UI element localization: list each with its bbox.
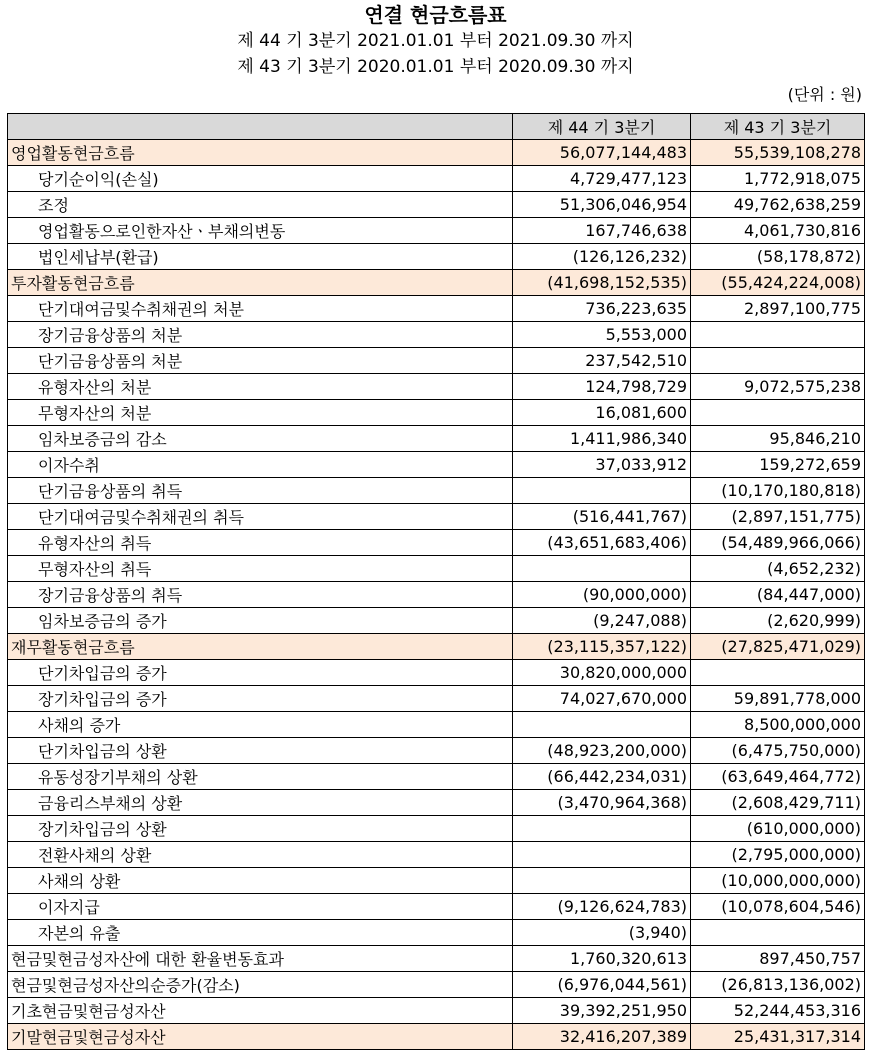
current-period-value: 124,798,729: [513, 374, 691, 400]
current-period-value: 736,223,635: [513, 296, 691, 322]
row-label: 당기순이익(손실): [8, 166, 513, 192]
prior-period-value: 8,500,000,000: [691, 712, 865, 738]
table-row: [8, 634, 865, 660]
current-period-value: 39,392,251,950: [513, 998, 691, 1024]
current-period-value: [513, 816, 691, 842]
prior-period-value: [691, 920, 865, 946]
current-period-value: (41,698,152,535): [513, 270, 691, 296]
row-label: 이자수취: [8, 452, 513, 478]
prior-period-value: (58,178,872): [691, 244, 865, 270]
cash-flow-table: [7, 113, 865, 1050]
prior-period-value: [691, 660, 865, 686]
prior-period-value: (610,000,000): [691, 816, 865, 842]
prior-period-value: 2,897,100,775: [691, 296, 865, 322]
prior-period-value: [691, 322, 865, 348]
table-row: [8, 270, 865, 296]
current-period-value: 51,306,046,954: [513, 192, 691, 218]
table-row: [8, 894, 865, 920]
prior-period-value: 25,431,317,314: [691, 1024, 865, 1050]
period-prior: 제 43 기 3분기 2020.01.01 부터 2020.09.30 까지: [237, 57, 634, 77]
table-row: [8, 712, 865, 738]
row-label: 단기금융상품의 취득: [8, 478, 513, 504]
unit-label: (단위 : 원): [787, 85, 862, 104]
header-prior-period: 제 43 기 3분기: [691, 114, 865, 140]
table-row: [8, 660, 865, 686]
current-period-value: 74,027,670,000: [513, 686, 691, 712]
header-label-cell: [8, 114, 513, 140]
table-row: [8, 218, 865, 244]
current-period-value: 1,760,320,613: [513, 946, 691, 972]
prior-period-value: (2,897,151,775): [691, 504, 865, 530]
current-period-value: [513, 842, 691, 868]
period-current: 제 44 기 3분기 2021.01.01 부터 2021.09.30 까지: [237, 31, 634, 51]
current-period-value: 5,553,000: [513, 322, 691, 348]
table-row: [8, 244, 865, 270]
prior-period-value: (26,813,136,002): [691, 972, 865, 998]
row-label: 단기차입금의 증가: [8, 660, 513, 686]
row-label: 유형자산의 처분: [8, 374, 513, 400]
row-label: 무형자산의 취득: [8, 556, 513, 582]
current-period-value: 30,820,000,000: [513, 660, 691, 686]
table-row: [8, 478, 865, 504]
row-label: 법인세납부(환급): [8, 244, 513, 270]
table-row: [8, 608, 865, 634]
row-label: 금융리스부채의 상환: [8, 790, 513, 816]
table-row: [8, 374, 865, 400]
prior-period-value: (55,424,224,008): [691, 270, 865, 296]
row-label: 장기금융상품의 처분: [8, 322, 513, 348]
row-label: 사채의 증가: [8, 712, 513, 738]
table-row: [8, 296, 865, 322]
prior-period-value: (4,652,232): [691, 556, 865, 582]
current-period-value: (126,126,232): [513, 244, 691, 270]
table-row: [8, 504, 865, 530]
row-label: 전환사채의 상환: [8, 842, 513, 868]
statement-header: [0, 0, 871, 80]
statement-title: 연결 현금흐름표: [364, 3, 507, 27]
current-period-value: 4,729,477,123: [513, 166, 691, 192]
current-period-value: 37,033,912: [513, 452, 691, 478]
table-row: [8, 946, 865, 972]
row-label: 재무활동현금흐름: [8, 634, 513, 660]
current-period-value: [513, 712, 691, 738]
row-label: 사채의 상환: [8, 868, 513, 894]
table-row: [8, 348, 865, 374]
current-period-value: 237,542,510: [513, 348, 691, 374]
table-row: [8, 322, 865, 348]
row-label: 장기금융상품의 취득: [8, 582, 513, 608]
row-label: 임차보증금의 증가: [8, 608, 513, 634]
current-period-value: (516,441,767): [513, 504, 691, 530]
prior-period-value: (2,608,429,711): [691, 790, 865, 816]
table-row: [8, 816, 865, 842]
row-label: 장기차입금의 증가: [8, 686, 513, 712]
current-period-value: 1,411,986,340: [513, 426, 691, 452]
prior-period-value: 4,061,730,816: [691, 218, 865, 244]
table-body: [8, 140, 865, 1050]
prior-period-value: (63,649,464,772): [691, 764, 865, 790]
table-row: [8, 868, 865, 894]
row-label: 유동성장기부채의 상환: [8, 764, 513, 790]
row-label: 현금및현금성자산의순증가(감소): [8, 972, 513, 998]
row-label: 유형자산의 취득: [8, 530, 513, 556]
current-period-value: (23,115,357,122): [513, 634, 691, 660]
table-row: [8, 140, 865, 166]
row-label: 단기대여금및수취채권의 취득: [8, 504, 513, 530]
row-label: 기초현금및현금성자산: [8, 998, 513, 1024]
current-period-value: [513, 478, 691, 504]
table-row: [8, 452, 865, 478]
row-label: 영업활동현금흐름: [8, 140, 513, 166]
table-row: [8, 582, 865, 608]
current-period-value: (3,940): [513, 920, 691, 946]
row-label: 기말현금및현금성자산: [8, 1024, 513, 1050]
current-period-value: (90,000,000): [513, 582, 691, 608]
current-period-value: 56,077,144,483: [513, 140, 691, 166]
current-period-value: (43,651,683,406): [513, 530, 691, 556]
prior-period-value: 55,539,108,278: [691, 140, 865, 166]
table-row: [8, 556, 865, 582]
table-header-row: [8, 114, 865, 140]
header-current-period: 제 44 기 3분기: [513, 114, 691, 140]
table-row: [8, 738, 865, 764]
row-label: 자본의 유출: [8, 920, 513, 946]
table-row: [8, 530, 865, 556]
row-label: 단기차입금의 상환: [8, 738, 513, 764]
prior-period-value: (84,447,000): [691, 582, 865, 608]
prior-period-value: 59,891,778,000: [691, 686, 865, 712]
row-label: 이자지급: [8, 894, 513, 920]
prior-period-value: (27,825,471,029): [691, 634, 865, 660]
prior-period-value: (10,078,604,546): [691, 894, 865, 920]
row-label: 무형자산의 처분: [8, 400, 513, 426]
table-row: [8, 842, 865, 868]
current-period-value: 32,416,207,389: [513, 1024, 691, 1050]
current-period-value: (9,126,624,783): [513, 894, 691, 920]
table-row: [8, 920, 865, 946]
current-period-value: [513, 556, 691, 582]
prior-period-value: 52,244,453,316: [691, 998, 865, 1024]
table-row: [8, 790, 865, 816]
table-row: [8, 972, 865, 998]
row-label: 임차보증금의 감소: [8, 426, 513, 452]
row-label: 현금및현금성자산에 대한 환율변동효과: [8, 946, 513, 972]
row-label: 조정: [8, 192, 513, 218]
current-period-value: (6,976,044,561): [513, 972, 691, 998]
current-period-value: [513, 868, 691, 894]
row-label: 장기차입금의 상환: [8, 816, 513, 842]
current-period-value: (66,442,234,031): [513, 764, 691, 790]
current-period-value: (48,923,200,000): [513, 738, 691, 764]
prior-period-value: 1,772,918,075: [691, 166, 865, 192]
table-row: [8, 764, 865, 790]
prior-period-value: (10,000,000,000): [691, 868, 865, 894]
prior-period-value: 897,450,757: [691, 946, 865, 972]
prior-period-value: (2,795,000,000): [691, 842, 865, 868]
prior-period-value: [691, 348, 865, 374]
prior-period-value: 95,846,210: [691, 426, 865, 452]
current-period-value: 167,746,638: [513, 218, 691, 244]
table-row: [8, 686, 865, 712]
row-label: 단기금융상품의 처분: [8, 348, 513, 374]
current-period-value: (3,470,964,368): [513, 790, 691, 816]
current-period-value: (9,247,088): [513, 608, 691, 634]
table-row: [8, 400, 865, 426]
prior-period-value: 49,762,638,259: [691, 192, 865, 218]
table-row: [8, 1024, 865, 1050]
prior-period-value: (10,170,180,818): [691, 478, 865, 504]
row-label: 단기대여금및수취채권의 처분: [8, 296, 513, 322]
prior-period-value: (6,475,750,000): [691, 738, 865, 764]
prior-period-value: 159,272,659: [691, 452, 865, 478]
prior-period-value: (2,620,999): [691, 608, 865, 634]
row-label: 영업활동으로인한자산ㆍ부채의변동: [8, 218, 513, 244]
row-label: 투자활동현금흐름: [8, 270, 513, 296]
prior-period-value: (54,489,966,066): [691, 530, 865, 556]
table-row: [8, 192, 865, 218]
prior-period-value: [691, 400, 865, 426]
table-row: [8, 426, 865, 452]
prior-period-value: 9,072,575,238: [691, 374, 865, 400]
table-row: [8, 166, 865, 192]
current-period-value: 16,081,600: [513, 400, 691, 426]
table-row: [8, 998, 865, 1024]
